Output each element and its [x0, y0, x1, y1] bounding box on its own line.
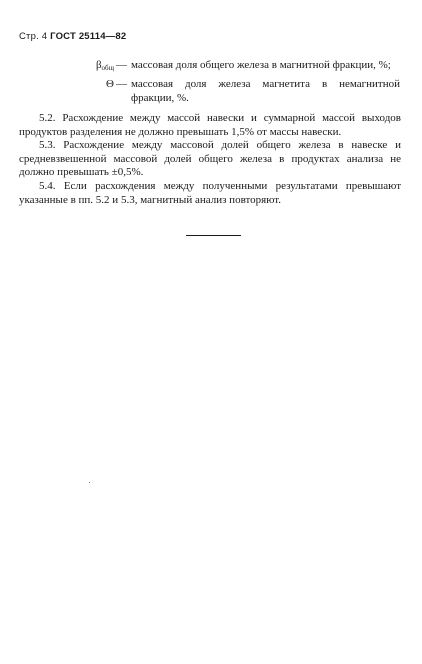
definition-symbol	[72, 77, 116, 91]
clauses	[19, 112, 401, 207]
scan-speck	[89, 482, 90, 483]
page-number: Стр. 4	[19, 31, 48, 42]
definition-text: массовая доля железа магнетита в немагнитной фракции, %.	[131, 78, 400, 104]
definition-dash: —	[116, 59, 127, 71]
clause-5-3: 5.3. Расхождение между массовой долей общего железа в навеске и средневзвешенной массовой долей общего железа в продуктах анализа не должно превышать ±0,5%.	[19, 139, 401, 179]
page-header	[19, 31, 126, 42]
standard-number: ГОСТ 25114—82	[50, 31, 127, 42]
definition-text: массовая доля общего железа в магнитной фракции, %;	[131, 59, 391, 71]
clause-5-4: 5.4. Если расхождения между полученными результатами превышают указанные в пп. 5.2 и 5.3, магнитный анализ повторяют.	[19, 179, 401, 206]
definition-row	[72, 58, 400, 75]
end-rule	[186, 235, 241, 236]
definition-row	[72, 77, 400, 105]
definition-dash: —	[116, 78, 127, 90]
symbol-letter: β	[95, 59, 102, 71]
symbol-definitions	[72, 58, 400, 107]
clause-5-2: 5.2. Расхождение между массой навески и суммарной массой выходов продуктов разделения не должно превышать 1,5% от массы навески.	[19, 112, 401, 138]
symbol-subscript: общ	[101, 64, 114, 72]
definition-symbol	[72, 58, 116, 75]
symbol-letter: Θ	[106, 78, 114, 90]
